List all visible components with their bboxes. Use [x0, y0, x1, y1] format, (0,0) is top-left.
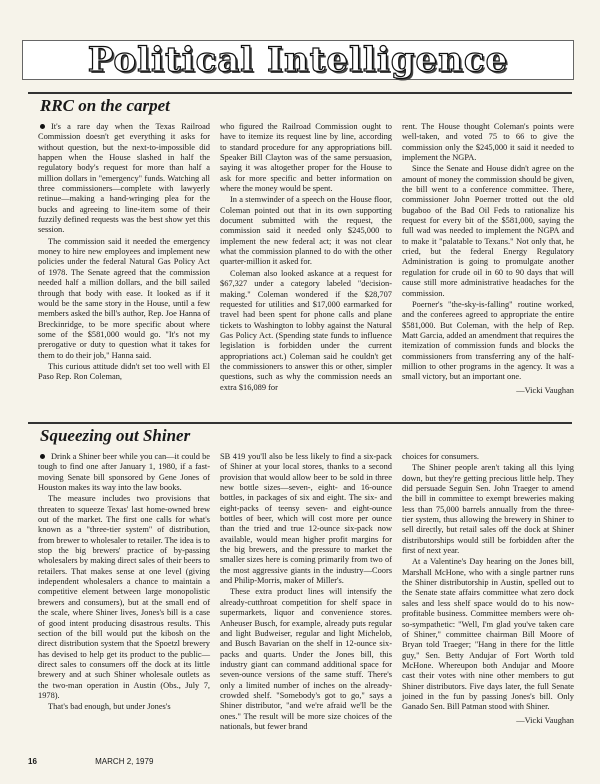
paragraph: At a Valentine's Day hearing on the Jones bill, Marshall McHone, who with a single partner runs the Shiner distributorship in Austin, spelled out to the Senate state affairs committee what zero dock sales and less shelf space would do to his now-profitable business. Committee members were oh-so-sympathetic: "Well, I'm glad you've taken care of Shiner," committee chairman Bill Moore of Bryan told Traeger; "Hang in there for the little guy," Sen. Betty Andujar of Fort Worth told McHone. Whereupon both Andujar and Moore cast their votes with nine other members to gut Shiner distributors. Five days later, the full Senate joined in the fun by passing Jones's bill. Only Ganado Sen. Bill Patman stood with Shiner. — [402, 557, 574, 712]
article-column-1 — [38, 122, 210, 384]
article-column-3 — [402, 122, 574, 396]
paragraph: Drink a Shiner beer while you can—it could be tough to find one after January 1, 1980, if a fast-moving Senate bill sponsored by Gene Jones of Houston makes its way into the law books. — [38, 452, 210, 493]
paragraph: Poerner's "the-sky-is-falling" routine worked, and the conferees agreed to appropriate the entire $581,000. But Coleman, with the help of Rep. Matt Garcia, added an amendment that requires the itemization of commission funds and blocks the commissioners from transferring any of the half-million to other programs in the agency. It was a small victory, but an important one. — [402, 299, 574, 382]
article-column-2 — [220, 122, 392, 394]
paragraph: SB 419 you'll also be less likely to find a six-pack of Shiner at your local stores, thanks to a second provision that would allow beer to be sold in three new bottle sizes—seven-, eight- and 16-ounce bottles, in packages of six and eight. The six- and eight-packs of teensy seven- and eight-ounce bottles of beer, which will cost more per ounce than the tried and true 12-ounce six-pack now available, would mean higher profit margins for the big brewers, and the pressure to market the smaller sizes here is coming primarily from two of the most aggressive giants in the industry—Coors and Philip-Morris, maker of Miller's. — [220, 452, 392, 586]
paragraph: It's a rare day when the Texas Railroad Commission doesn't get everything it asks for without question, but the next-to-impossible did happen when the House slashed in half the regulatory body's request for more than half a million dollars in "emergency" funds. Watching all three commissioners—complete with lawyerly retinue—making a hand-wringing plea for the bucks and agreeing to line-item some of their fuzzily defined requests was the best show yet this session. — [38, 122, 210, 235]
article-column-3 — [402, 452, 574, 726]
paragraph: In a stemwinder of a speech on the House floor, Coleman pointed out that in its own supporting document submitted with the request, the commission said it needed only $245,000 to implement the new federal act; it was not clear what the commission planned to do with the other quarter-million it asked for. — [220, 195, 392, 267]
paragraph: That's bad enough, but under Jones's — [48, 702, 171, 712]
bullet-icon — [40, 454, 45, 459]
paragraph: Coleman also looked askance at a request for $67,327 under a category labeled "decision-making." Coleman wondered if the $28,707 requested for utilities and $17,000 earmarked for travel had been spent for phone calls and plane tickets to Washington to lobby against the Natural Gas Policy Act. (Spending state funds to influence legislation is forbidden under the current appropriations act.) Coleman said he couldn't get the commissioners to answer this or other, simpler questions, such as why the commission needs an extra $16,089 for — [220, 268, 392, 392]
paragraph: who figured the Railroad Commission ought to have to itemize its request line by line, according to standard procedure for any appropriations bill. Speaker Bill Clayton was of the same persuasion, saying it was altogether proper for the House to ask for more specific and better information on where the money would be spent. — [220, 122, 392, 194]
article-title: Squeezing out Shiner — [40, 426, 191, 445]
paragraph: rent. The House thought Coleman's points were well-taken, and voted 75 to 66 to give the commission only the $245,000 it said it needed to implement the NGPA. — [402, 122, 574, 163]
section-banner — [22, 40, 574, 80]
page-footer — [28, 757, 572, 766]
paragraph: The measure includes two provisions that threaten to squeeze Texas' last home-owned brew out of the market. The first one calls for what's known as a "three-tier system" of distribution, from brewer to wholesaler to retailer. The idea is to stop the big brewers' practice of by-passing wholesalers by making direct sales of their beers to retailers. That makes sense at one level (giving independent wholesalers a chance to maintain a competitive element between large monopolistic brewers and consumers), but at the small end of the scale, where Shiner lives, Jones's bill is a case of good intent producing disastrous results. This section of the bill would put the kibosh on the direct distribution system that the Spoetzl brewery has devised to help get its product to the public—direct sales to consumers off the dock at its little brewery and at such Shiner wholesale outlets as the two-man operation in Austin (Obs., July 7, 1978). — [38, 494, 210, 700]
paragraph: These extra product lines will intensify the already-cutthroat competition for shelf space in supermarkets, liquor and convenience stores. Anheuser Busch, for example, already puts regular and light Budweiser, regular and light Michelob, and Busch Bavarian on the shelf in 12-ounce six-packs and quarts. Under the Jones bill, this industry giant can command additional space for seven-ounce versions of the same stuff. There's only a limited number of inches on the already-crowded shelf. "Somebody's got to go," says a Shiner distributor, "and we're afraid we'll be the ones." The result will be more size choices of the nationals, but fewer brand — [220, 587, 392, 731]
banner-title: Political Intelligence — [87, 40, 509, 80]
paragraph: choices for consumers. — [402, 452, 479, 461]
paragraph: Since the Senate and House didn't agree on the amount of money the commission should be given, the bill went to a conference committee. There, commissioner John Poerner trotted out the old bugaboo of the Bad Oil Feds to rationalize his request for every bit of the $581,000, saying the full wad was needed to implement the NGPA and to make it "palatable to Texans." Not only that, he cried, but the federal Energy Regulatory Administration is going to promulgate another regulation for crude oil in 60 to 90 days that will cause still more administrative headaches for the commission. — [402, 164, 574, 298]
paragraph: This curious attitude didn't set too well with El Paso Rep. Ron Coleman, — [38, 361, 210, 382]
bullet-icon — [40, 124, 45, 129]
article-shiner — [28, 422, 572, 759]
article-column-1 — [38, 452, 210, 714]
article-rrc — [28, 92, 572, 424]
article-title: RRC on the carpet — [40, 96, 170, 115]
author-signature: —Vicki Vaughan — [516, 385, 574, 395]
issue-date: MARCH 2, 1979 — [95, 757, 154, 766]
paragraph: The Shiner people aren't taking all this lying down, but they're getting precious little help. They did persuade Seguin Sen. John Traeger to amend the bill in committee to exempt breweries making less than 75,000 barrels annually from the three-tier system, thus allowing the brewery in Shiner to sell directly, but retail sales off the dock at Shiner distributorships would still be forbidden after the first of next year. — [402, 463, 574, 556]
article-column-2 — [220, 452, 392, 733]
page-number: 16 — [28, 757, 37, 766]
paragraph: The commission said it needed the emergency money to hire new employees and implement new policies under the federal Natural Gas Policy Act of 1978. The Senate agreed that the commission needed half a million dollars, and the bill sailed through that body with ease. It looked as if it would be the same story in the House, until a few members asked the bill's author, Rep. Joe Hanna of Breckinridge, to be more specific about where some of the $581,000 would go. "It's not my prerogative or duty to question what it takes for them to do their job," Hanna said. — [38, 236, 210, 360]
author-signature: —Vicki Vaughan — [516, 715, 574, 725]
